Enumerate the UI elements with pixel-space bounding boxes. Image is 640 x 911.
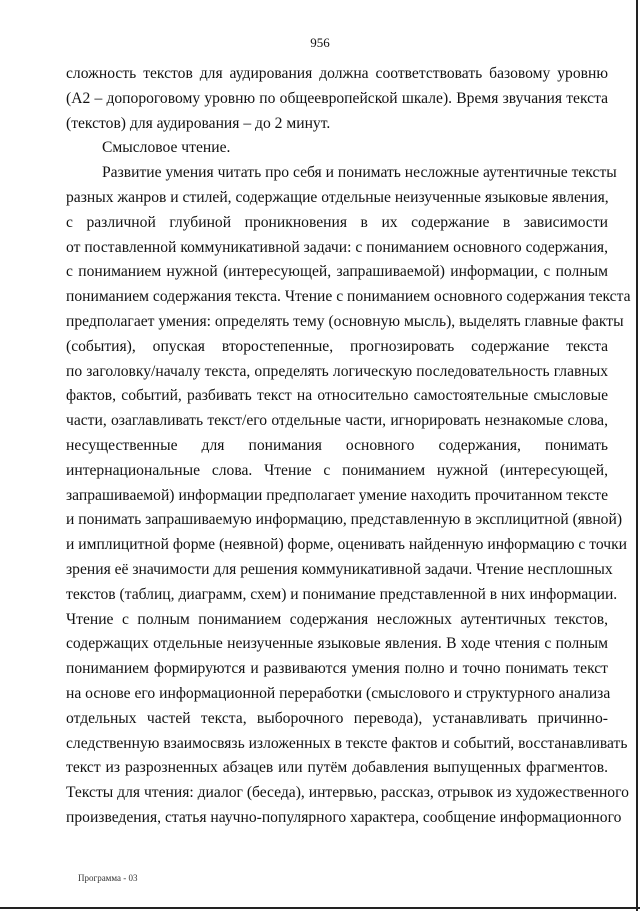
text-line: разных жанров и стилей, содержащие отдельные неизученные языковые явления, [66, 188, 609, 206]
text-line: с различной глубиной проникновения в их содержание в зависимости [66, 213, 608, 231]
text-line: следственную взаимосвязь изложенных в тексте фактов и событий, восстанавливать [66, 734, 628, 752]
text-line: по заголовку/началу текста, определять логическую последовательность главных [66, 362, 608, 380]
body-text [66, 62, 631, 831]
text-line: несущественные для понимания основного содержания, понимать [66, 436, 608, 454]
text-line: текст из разрозненных абзацев или путём добавления выпущенных фрагментов. [66, 759, 608, 777]
text-line: отдельных частей текста, выборочного перевода), устанавливать причинно- [66, 709, 608, 727]
text-line: (A2 – допороговому уровню по общеевропейской шкале). Время звучания текста [66, 89, 608, 107]
text-line: предполагает умения: определять тему (основную мысль), выделять главные факты [66, 312, 624, 330]
footer-label: Программа - 03 [78, 873, 138, 883]
text-line: запрашиваемой) информации предполагает умение находить прочитанном тексте [66, 486, 608, 504]
section-heading: Смысловое чтение. [102, 139, 231, 157]
text-line: и имплицитной форме (неявной) форме, оценивать найденную информацию с точки [66, 536, 628, 554]
scan-edge-bottom [0, 907, 640, 909]
scan-edge-right [636, 0, 638, 911]
text-line: Чтение с полным пониманием содержания несложных аутентичных текстов, [66, 610, 608, 628]
text-line: Тексты для чтения: диалог (беседа), интервью, рассказ, отрывок из художественного [66, 784, 629, 802]
page-number: 956 [310, 35, 330, 50]
text-line: сложность текстов для аудирования должна соответствовать базовому уровню [66, 65, 608, 82]
text-line: содержащих отдельные неизученные языковые явления. В ходе чтения с полным [66, 635, 608, 653]
text-line: текстов (таблиц, диаграмм, схем) и понимание представленной в них информации. [66, 585, 618, 603]
text-line: (события), опуская второстепенные, прогнозировать содержание текста [66, 337, 608, 355]
text-line: (текстов) для аудирования – до 2 минут. [66, 114, 331, 132]
text-line: произведения, статья научно-популярного характера, сообщение информационного [66, 808, 622, 826]
text-line: фактов, событий, разбивать текст на относительно самостоятельные смысловые [66, 387, 608, 405]
text-line: части, озаглавливать текст/его отдельные части, игнорировать незнакомые слова, [66, 412, 608, 430]
text-line: пониманием содержания текста. Чтение с пониманием основного содержания текста [66, 288, 631, 306]
text-line: на основе его информационной переработки (смыслового и структурного анализа [66, 684, 611, 702]
text-line: и понимать запрашиваемую информацию, представленную в эксплицитной (явной) [66, 511, 623, 529]
text-line: интернациональные слова. Чтение с пониманием нужной (интересующей, [66, 461, 608, 479]
text-line: от поставленной коммуникативной задачи: с пониманием основного содержания, [66, 238, 608, 256]
text-line: пониманием формируются и развиваются умения полно и точно понимать текст [66, 660, 608, 678]
text-line: с пониманием нужной (интересующей, запрашиваемой) информации, с полным [66, 263, 608, 281]
text-line: Развитие умения читать про себя и понимать несложные аутентичные тексты [102, 164, 617, 182]
text-line: зрения её значимости для решения коммуникативной задачи. Чтение несплошных [66, 560, 613, 578]
